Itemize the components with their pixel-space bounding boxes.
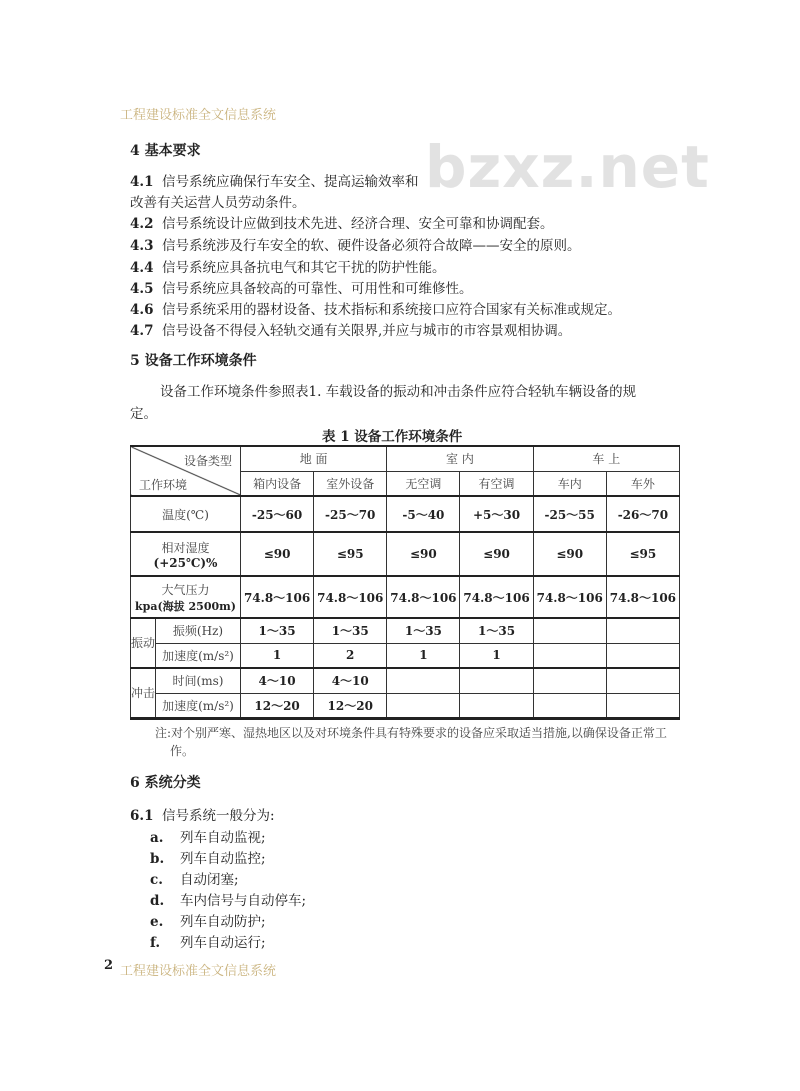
clause-text: 信号设备不得侵入轻轨交通有关限界,并应与城市的市容景观相协调。: [162, 323, 572, 339]
row-label: [131, 532, 241, 576]
subheader: 箱内设备: [241, 471, 314, 496]
subheader: 车外: [606, 471, 679, 496]
cell: -25～70: [314, 496, 387, 532]
group-header: 地 面: [241, 446, 387, 471]
row-label-line2: kpa(海拔 2500m): [135, 599, 236, 613]
list-item: [150, 889, 306, 909]
list-marker: f.: [150, 935, 161, 951]
clause-4-3: [130, 234, 581, 254]
table-note-cont: 作。: [170, 744, 195, 758]
cell: 1～35: [314, 618, 387, 643]
clause-4-2: [130, 212, 554, 232]
cell: [606, 643, 679, 668]
clause-text: 信号系统涉及行车安全的软、硬件设备必须符合故障——安全的原则。: [162, 238, 581, 254]
clause-4-7: [130, 319, 571, 339]
cell: 1: [460, 643, 533, 668]
cell: 74.8～106: [533, 576, 606, 618]
cell: [606, 618, 679, 643]
list-marker: d.: [150, 893, 165, 909]
section-4-title: 4 基本要求: [130, 143, 201, 159]
cell: 4～10: [314, 668, 387, 693]
cell: 4～10: [241, 668, 314, 693]
clause-text: 信号系统应确保行车安全、提高运输效率和: [162, 174, 419, 190]
row-label: 时间(ms): [156, 668, 241, 693]
clause-number: 4.4: [130, 260, 154, 276]
clause-4-6: [130, 298, 621, 318]
row-label: 加速度(m/s²): [156, 643, 241, 668]
list-item: [150, 826, 266, 846]
table-row: [131, 693, 680, 718]
footer-text: 工程建设标准全文信息系统: [120, 964, 277, 979]
clause-number: 4.5: [130, 281, 154, 297]
watermark: bzxz.net: [425, 133, 710, 201]
vibration-group-label: 振动: [131, 618, 156, 668]
clause-number: 4.6: [130, 302, 154, 318]
clause-number: 4.2: [130, 216, 154, 232]
page-number: 2: [104, 958, 114, 973]
subheader: 无空调: [387, 471, 460, 496]
list-text: 列车自动防护;: [180, 914, 266, 930]
table-row: [131, 618, 680, 643]
corner-top-label: 设备类型: [183, 454, 232, 468]
section-6-title: 6 系统分类: [130, 775, 201, 791]
table-note: 注:对个别严寒、湿热地区以及对环境条件具有特殊要求的设备应采取适当措施,以确保设备正常工: [155, 726, 667, 740]
cell: -5～40: [387, 496, 460, 532]
clause-number: 4.3: [130, 238, 154, 254]
cell: 2: [314, 643, 387, 668]
clause-text: 信号系统一般分为:: [162, 808, 275, 824]
row-label: [131, 576, 241, 618]
row-label-line1: 大气压力: [161, 582, 210, 597]
list-text: 列车自动运行;: [180, 935, 266, 951]
section-5-para: 设备工作环境条件参照表1. 车载设备的振动和冲击条件应符合轻轨车辆设备的规: [160, 384, 637, 400]
cell: 1～35: [241, 618, 314, 643]
list-text: 列车自动监视;: [180, 830, 266, 846]
list-item: [150, 868, 239, 888]
cell: ≤90: [387, 532, 460, 576]
table-row: [131, 668, 680, 693]
row-label-line1: 相对湿度: [161, 540, 210, 555]
cell: 12～20: [314, 693, 387, 718]
clause-text: 信号系统采用的器材设备、技术指标和系统接口应符合国家有关标准或规定。: [162, 302, 621, 318]
list-marker: a.: [150, 830, 164, 846]
cell: ≤90: [460, 532, 533, 576]
clause-text: 信号系统应具备抗电气和其它干扰的防护性能。: [162, 260, 446, 276]
cell: -26～70: [606, 496, 679, 532]
clause-text: 信号系统设计应做到技术先进、经济合理、安全可靠和协调配套。: [162, 216, 554, 232]
row-label: 温度(℃): [131, 496, 241, 532]
section-5-title: 5 设备工作环境条件: [130, 353, 257, 369]
cell: ≤95: [314, 532, 387, 576]
cell: 74.8～106: [241, 576, 314, 618]
clause-number: 6.1: [130, 808, 154, 824]
list-text: 自动闭塞;: [180, 872, 239, 888]
cell: ≤95: [606, 532, 679, 576]
table-corner-cell: [131, 446, 241, 496]
clause-6-1: [130, 804, 275, 824]
clause-text: 信号系统应具备较高的可靠性、可用性和可维修性。: [162, 281, 473, 297]
cell: -25～55: [533, 496, 606, 532]
cell: [460, 668, 533, 693]
cell: 74.8～106: [387, 576, 460, 618]
clause-number: 4.7: [130, 323, 154, 339]
cell: [606, 668, 679, 693]
cell: [387, 693, 460, 718]
cell: 74.8～106: [606, 576, 679, 618]
cell: [387, 668, 460, 693]
cell: 1～35: [387, 618, 460, 643]
list-marker: c.: [150, 872, 163, 888]
group-header: 车 上: [533, 446, 679, 471]
list-text: 车内信号与自动停车;: [180, 893, 307, 909]
clause-4-1: [130, 170, 419, 190]
group-header: 室 内: [387, 446, 533, 471]
cell: -25～60: [241, 496, 314, 532]
cell: 12～20: [241, 693, 314, 718]
table-row: [131, 496, 680, 532]
cell: [533, 643, 606, 668]
cell: 1～35: [460, 618, 533, 643]
clause-4-4: [130, 256, 446, 276]
cell: 74.8～106: [460, 576, 533, 618]
list-item: [150, 910, 266, 930]
subheader: 有空调: [460, 471, 533, 496]
subheader: 室外设备: [314, 471, 387, 496]
cell: [533, 668, 606, 693]
cell: 74.8～106: [314, 576, 387, 618]
clause-4-5: [130, 277, 473, 297]
row-label-line2: (+25℃)%: [153, 555, 218, 570]
table-row: [131, 576, 680, 618]
subheader: 车内: [533, 471, 606, 496]
cell: [460, 693, 533, 718]
header-text: 工程建设标准全文信息系统: [120, 108, 277, 123]
cell: ≤90: [533, 532, 606, 576]
list-marker: e.: [150, 914, 164, 930]
cell: 1: [387, 643, 460, 668]
cell: 1: [241, 643, 314, 668]
impact-group-label: 冲击: [131, 668, 156, 718]
table-row: [131, 643, 680, 668]
list-item: [150, 847, 266, 867]
table-caption: 表 1 设备工作环境条件: [322, 429, 463, 445]
row-label: 振频(Hz): [156, 618, 241, 643]
cell: [606, 693, 679, 718]
list-marker: b.: [150, 851, 165, 867]
cell: [533, 618, 606, 643]
cell: ≤90: [241, 532, 314, 576]
section-5-para-cont: 定。: [130, 406, 157, 422]
list-item: [150, 931, 266, 951]
row-label: 加速度(m/s²): [156, 693, 241, 718]
list-text: 列车自动监控;: [180, 851, 266, 867]
table-row: [131, 532, 680, 576]
environment-table: [130, 445, 680, 720]
clause-number: 4.1: [130, 174, 154, 190]
cell: [533, 693, 606, 718]
cell: +5～30: [460, 496, 533, 532]
corner-bottom-label: 工作环境: [139, 478, 188, 492]
clause-4-1-cont: 改善有关运营人员劳动条件。: [130, 195, 306, 211]
